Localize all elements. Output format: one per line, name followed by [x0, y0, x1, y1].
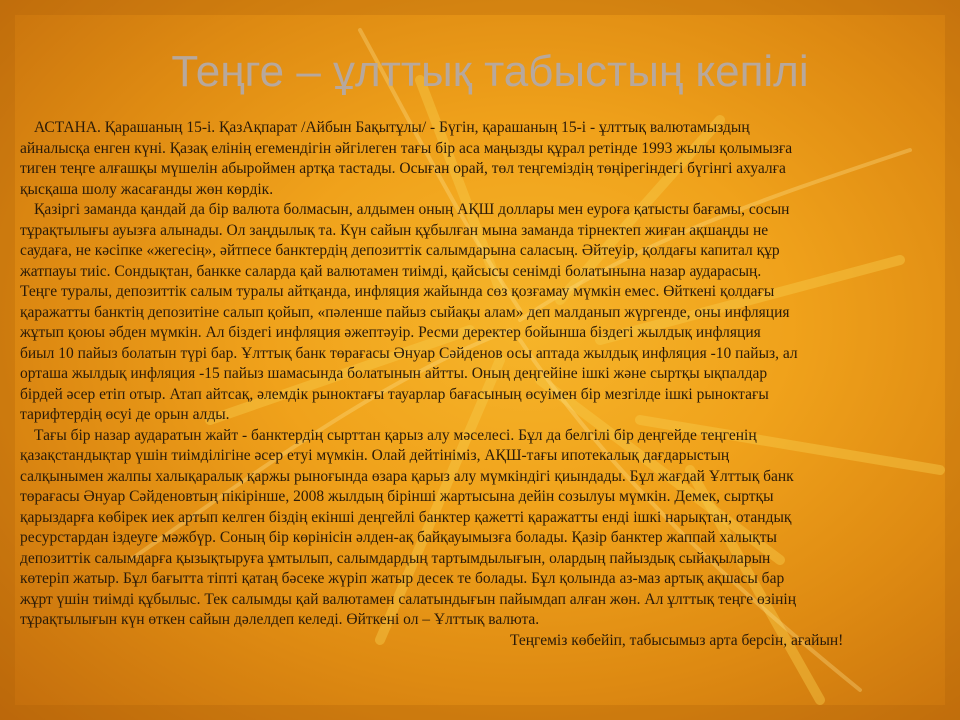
- text-line: бірдей әсер етіп отыр. Атап айтсақ, әлемдік рыноктағы тауарлар бағасының өсуімен бір мезгілде ішкі рыноктағы: [20, 385, 769, 403]
- text-line: төрағасы Әнуар Сәйденовтың пікірінше, 2008 жылдың бірінші жартысына дейін созылуы мүмкін. Демек, сыртқы: [20, 488, 774, 505]
- text-line: қарыздарға көбірек иек артып келген біздің екінші деңгейлі банктер қажетті қаражатты енді ішкі нарықтан, отандық: [20, 508, 792, 526]
- text-line: жатпауы тиіс. Сондықтан, банкке саларда қай валютамен тиімді, қайсысы сенімді болатынына назар аударасың.: [20, 262, 762, 280]
- text-line: тұрақтылығын күн өткен сайын дәлелдеп келеді. Өйткені ол – Ұлттық валюта.: [20, 611, 540, 628]
- text-line: Теңге туралы, депозиттік салым туралы айтқанда, инфляция жайында сөз қозғамау мүмкін емес. Өйткені қолдағы: [20, 283, 775, 300]
- text-line: тарифтердің өсуі де орын алды.: [20, 406, 230, 423]
- text-line: айналысқа енген күні. Қазақ елінің егемендігін әйгілеген тағы бір аса маңызды құрал ретінде 1993 жылы қолымызға: [20, 139, 793, 157]
- text-line: жұрт үшін тиімді құбылыс. Тек салымды қай валютамен салатындығын пайымдап алған жөн. Ал ұлттық теңге өзінің: [20, 590, 797, 608]
- text-line: қаражатты банктің депозитіне салып қойып, «пәленше пайыз сыйақы алам» деп малданып жүргенде, оны инфляция: [20, 303, 790, 321]
- text-line: Қазіргі заманда қандай да бір валюта болмасын, алдымен оның АҚШ доллары мен еуроға қатысты бағамы, сосын: [34, 201, 790, 218]
- slide-title: Теңге – ұлттық табыстың кепілі: [171, 47, 809, 96]
- text-line: жұтып қоюы әбден мүмкін. Ал біздегі инфляция әжептәуір. Ресми деректер бойынша біздегі жылдық инфляция: [20, 324, 761, 341]
- text-line: тұрақтылығы ауызға алынады. Ол заңдылық та. Күн сайын құбылған мына заманда тірнектеп жиған ақшаңды не: [20, 221, 769, 239]
- text-line: қазақстандықтар үшін тиімділігіне әсер етуі мүмкін. Олай дейтініміз, АҚШ-тағы ипотекалық дағдарыстың: [20, 447, 730, 464]
- text-line: тиген теңге алғашқы мүшелін абыроймен артқа тастады. Осыған орай, төл теңгеміздің төңірегіндегі бүгінгі ахуалға: [20, 160, 786, 177]
- text-line: саудаға, не кәсіпке «жегесің», әйтпесе банктердің депозиттік салымдарына саласың. Әйтеуір, қолдағы капитал құр: [20, 242, 780, 259]
- text-line: қысқаша шолу жасағанды жөн көрдік.: [20, 180, 274, 198]
- article-body: [20, 118, 954, 651]
- text-line: Тағы бір назар аударатын жайт - банктердің сырттан қарыз алу мәселесі. Бұл да белгілі бір деңгейде теңгенің: [34, 426, 757, 444]
- text-line: көтеріп жатыр. Бұл бағытта тіпті қатаң бәсеке жүріп жатыр десек те болады. Бұл қолында аз-маз артық ақшасы бар: [20, 570, 785, 587]
- text-line: биыл 10 пайыз болатын түрі бар. Ұлттық банк төрағасы Әнуар Сәйденов осы аптада жылдық инфляция -10 пайыз, ал: [20, 344, 798, 362]
- text-line: АСТАНА. Қарашаның 15-і. ҚазАқпарат /Айбын Бақытұлы/ - Бүгін, қарашаның 15-і - ұлттық валютамыздың: [34, 119, 750, 136]
- text-line: депозиттік салымдарға қызықтыруға ұмтылып, салымдардың тартымдылығын, олардың пайыздық сыйақыларын: [20, 549, 771, 567]
- closing-line: Теңгеміз көбейіп, табысымыз арта берсін, ағайын!: [510, 631, 844, 649]
- text-line: салқынымен жалпы халықаралық қаржы рыноғында өзара қарыз алу мүмкіндігі қиындады. Бұл жағдай Ұлттық банк: [20, 467, 794, 485]
- text-line: орташа жылдық инфляция -15 пайыз шамасында болатынын айтты. Оның деңгейіне ішкі және сыртқы ықпалдар: [20, 365, 768, 382]
- text-line: ресурстардан іздеуге мәжбүр. Соның бір көрінісін әлден-ақ байқауымызға болады. Қазір банктер жаппай халықты: [20, 529, 777, 546]
